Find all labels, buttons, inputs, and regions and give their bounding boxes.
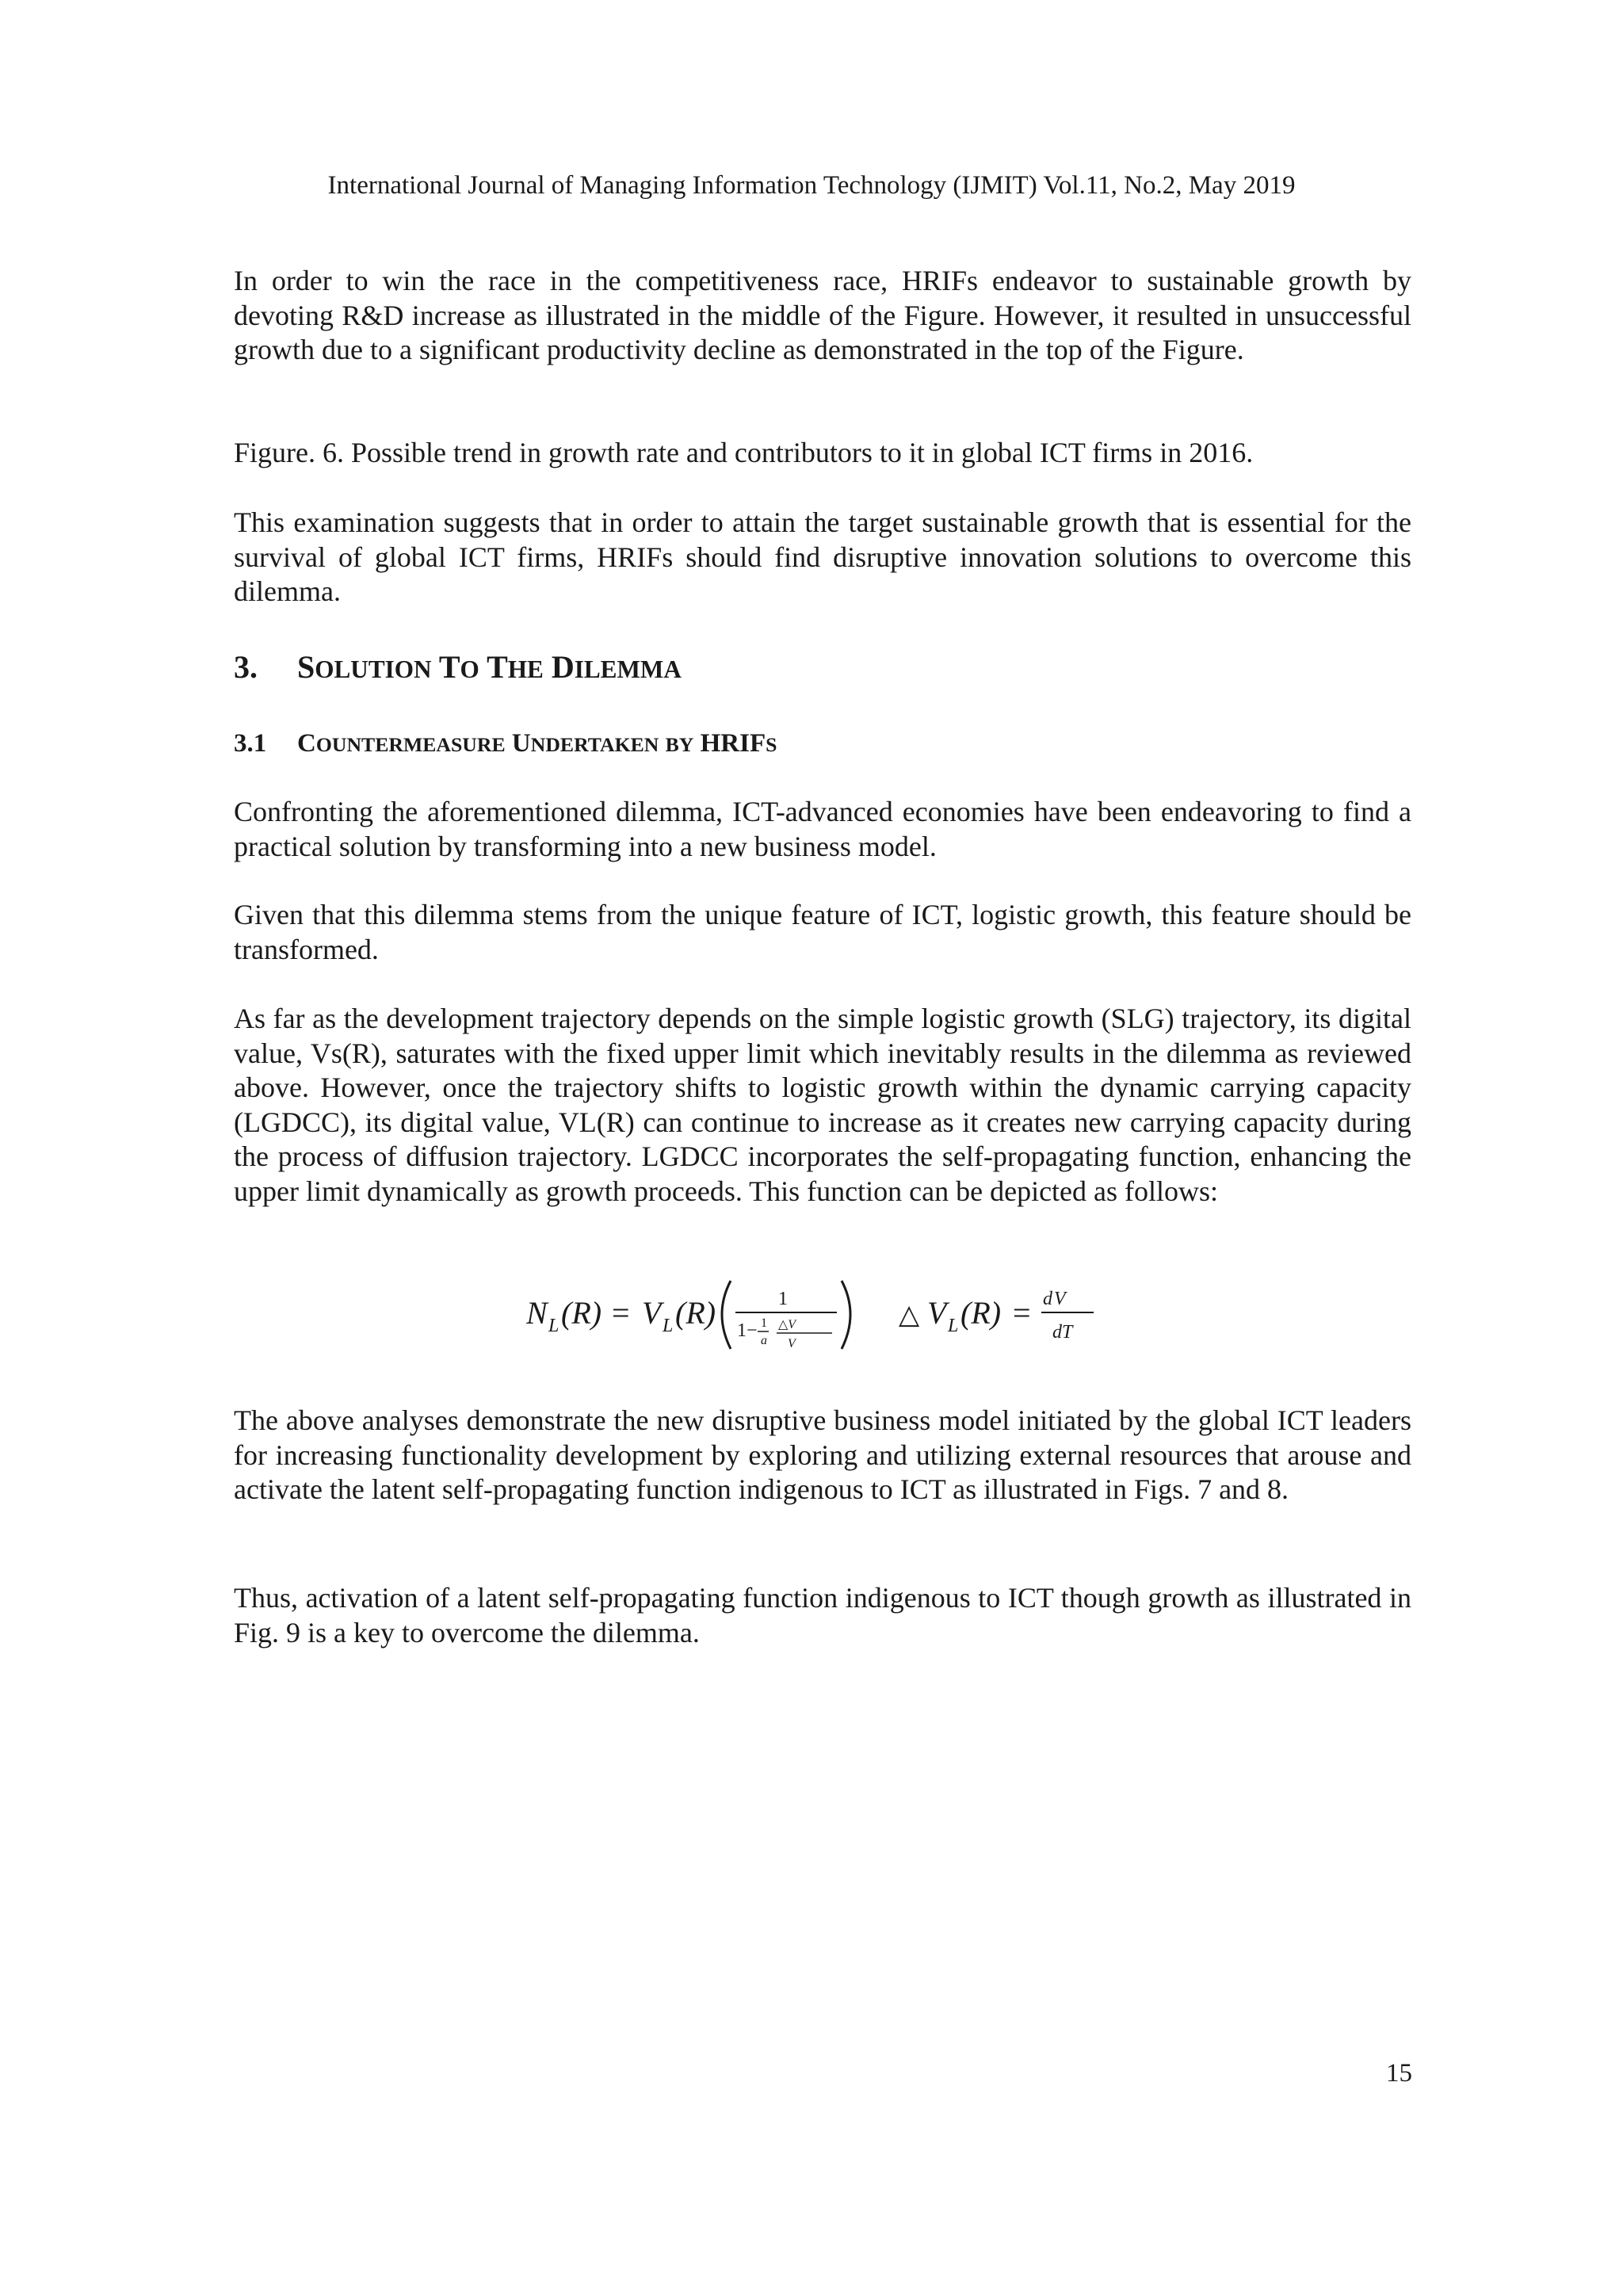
subsection-heading (234, 728, 1411, 761)
eq-delta-symbol: △ (899, 1301, 920, 1330)
subsection-title: COUNTERMEASURE UNDERTAKEN BY HRIFS (297, 729, 777, 758)
eq-arg: (R) (960, 1295, 1002, 1331)
eq-n-symbol: N (526, 1295, 548, 1331)
paragraph-text: In order to win the race in the competitiveness race, HRIFs endeavor to sustainable growth by devoting R&D increase as illustrated in the middle of the Figure. However, it resulted in unsuccessful growth due to a significant productivity decline as demonstrated in the top of the Figure. (234, 265, 1411, 365)
paragraph-text: Given that this dilemma stems from the unique feature of ICT, logistic growth, this feature should be transformed. (234, 899, 1411, 965)
paragraph-activation (234, 1581, 1411, 1650)
section-title: SOLUTION TO THE DILEMMA (297, 649, 682, 685)
paragraph-growth (234, 264, 1411, 368)
section-heading (234, 648, 1411, 689)
eq-inner-one: 1 (761, 1316, 767, 1330)
eq-arg: (R) (675, 1295, 716, 1331)
paragraph-text: The above analyses demonstrate the new disruptive business model initiated by the global ICT leaders for increasing functionality development by exploring and utilizing external resources that arouse and activate the latent self-propagating function indigenous to ICT as illustrated in Figs. 7 and 8. (234, 1404, 1411, 1505)
eq-sub: L (548, 1316, 559, 1336)
eq-sub: L (948, 1316, 959, 1336)
section-number: 3. (234, 649, 258, 685)
eq-one: 1 (778, 1289, 788, 1309)
figure-caption (234, 436, 1411, 471)
paragraph-text: As far as the development trajectory depends on the simple logistic growth (SLG) trajectory, its digital value, Vs(R), saturates with the fixed upper limit which inevitably results in the dilemma as reviewed above. However, once the trajectory shifts to logistic growth within the dynamic carrying capacity (LGDCC), its digital value, VL(R) can continue to increase as it creates new carrying capacity during the process of diffusion trajectory. LGDCC incorporates the self-propagating function, enhancing the upper limit dynamically as growth proceeds. This function can be depicted as follows: (234, 1003, 1411, 1207)
paragraph-analyses (234, 1404, 1411, 1507)
eq-d-num: d (1043, 1289, 1052, 1309)
eq-equals: = (612, 1295, 630, 1331)
eq-minus: 1− (737, 1320, 758, 1341)
eq-inner-a: a (761, 1334, 767, 1347)
paragraph-text: Confronting the aforementioned dilemma, ICT-advanced economies have been endeavoring to find a practical solution by transforming into a new business model. (234, 796, 1411, 862)
eq-paren-left (722, 1281, 731, 1349)
figure-caption-text: Figure. 6. Possible trend in growth rate and contributors to it in global ICT firms in 2016. (234, 437, 1254, 468)
eq-inner-v: V (788, 1337, 796, 1350)
eq-equals-2: = (1013, 1295, 1031, 1331)
equation-image (0, 1266, 1623, 1362)
journal-header: International Journal of Managing Information Technology (IJMIT) Vol.11, No.2, May 2019 (327, 171, 1296, 200)
eq-paren-right (842, 1281, 850, 1349)
eq-delta-v: △V (778, 1318, 796, 1331)
page-number: 15 (1386, 2059, 1412, 2088)
paragraph-given (234, 898, 1411, 967)
paragraph-confronting (234, 795, 1411, 864)
paragraph-text: Thus, activation of a latent self-propagating function indigenous to ICT though growth as illustrated in Fig. 9 is a key to overcome the dilemma. (234, 1582, 1411, 1648)
paragraph-text: This examination suggests that in order to attain the target sustainable growth that is essential for the survival of global ICT firms, HRIFs should find disruptive innovation solutions to overcome this dilemma. (234, 506, 1411, 607)
eq-v-symbol-2: V (927, 1295, 947, 1331)
eq-arg: (R) (561, 1295, 602, 1331)
eq-dv-num: V (1054, 1289, 1066, 1309)
logistic-equation (526, 1266, 1097, 1362)
eq-dt: dT (1052, 1322, 1073, 1343)
paragraph-examination (234, 506, 1411, 609)
paragraph-trajectory (234, 1002, 1411, 1209)
subsection-number: 3.1 (234, 729, 267, 758)
eq-sub: L (663, 1316, 674, 1336)
eq-v-symbol: V (642, 1295, 662, 1331)
